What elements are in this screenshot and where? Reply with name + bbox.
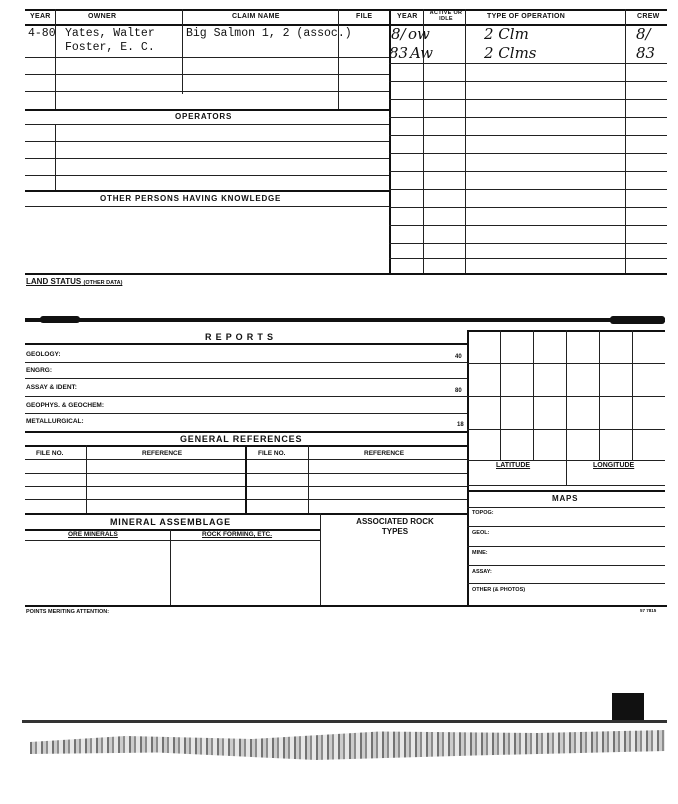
op-year-2: 83 — [389, 44, 409, 62]
divider — [338, 24, 339, 109]
row-line — [25, 175, 389, 176]
divider — [338, 9, 339, 24]
op-type-1: 2 Clm — [484, 25, 529, 43]
divider — [320, 513, 321, 606]
grid-line — [467, 429, 665, 430]
row-line — [389, 153, 667, 154]
divider — [55, 124, 56, 190]
row-line — [25, 362, 467, 363]
row-line — [467, 485, 665, 486]
scan-artifact-noise — [30, 730, 665, 760]
form-number: 57 7815 — [640, 608, 657, 613]
row-line — [25, 206, 389, 207]
op-crew-2: 83 — [636, 44, 656, 62]
header-owner: OWNER — [88, 13, 117, 20]
latitude-label: LATITUDE — [496, 462, 531, 469]
grid-line — [566, 330, 567, 460]
other-persons-title: OTHER PERSONS HAVING KNOWLEDGE — [100, 194, 282, 203]
report-metallurgical: METALLURGICAL: — [26, 418, 84, 425]
maps-assay: ASSAY: — [472, 569, 492, 575]
section-divider — [25, 318, 665, 322]
row-line — [467, 507, 665, 508]
row-line — [25, 57, 389, 58]
row-line — [25, 141, 389, 142]
grid-line — [467, 396, 665, 397]
top-section-bottom — [25, 273, 667, 275]
row-line — [25, 109, 389, 111]
row-line — [25, 431, 467, 433]
owner-name-2: Foster, E. C. — [65, 41, 155, 54]
grid-line — [632, 330, 633, 460]
owner-year-1: 4-80 — [28, 27, 56, 40]
maps-other: OTHER (& PHOTOS) — [472, 587, 526, 593]
divider — [55, 24, 56, 109]
row-line — [25, 396, 467, 397]
associated-rock-types-title: ASSOCIATED ROCK TYPES — [356, 517, 434, 536]
maps-title: MAPS — [552, 494, 579, 503]
ref-file-no-2: FILE NO. — [258, 450, 286, 457]
land-status-sub: (OTHER DATA) — [83, 280, 123, 286]
header-year: YEAR — [30, 13, 51, 20]
row-line — [389, 81, 667, 82]
divider — [86, 445, 87, 513]
row-line — [467, 565, 665, 566]
header-bottom-border — [25, 24, 667, 26]
ref-reference-2: REFERENCE — [364, 450, 405, 457]
row-line — [467, 583, 665, 584]
grid-line — [599, 330, 600, 460]
general-references-title: GENERAL REFERENCES — [180, 434, 303, 444]
divider — [245, 445, 247, 513]
report-num-metallurgical: 18 — [457, 422, 464, 428]
divider — [182, 24, 183, 94]
ink-smudge — [610, 316, 665, 324]
divider — [566, 460, 567, 485]
divider — [308, 445, 309, 513]
row-line — [389, 243, 667, 244]
row-line — [389, 63, 667, 64]
row-line — [25, 91, 389, 92]
divider — [55, 9, 56, 24]
ink-smudge — [40, 316, 80, 323]
grid-line — [533, 330, 534, 460]
row-line — [25, 513, 467, 515]
claim-name-1: Big Salmon 1, 2 (assoc.) — [186, 27, 352, 40]
divider — [625, 9, 626, 273]
op-crew-1: 8/ — [636, 25, 651, 43]
row-line — [25, 413, 467, 414]
row-line — [25, 190, 389, 192]
reports-title: R E P O R T S — [205, 332, 274, 342]
header-claim-name: CLAIM NAME — [232, 13, 280, 20]
row-line — [25, 343, 467, 345]
mineral-assemblage-title: MINERAL ASSEMBLAGE — [110, 517, 231, 527]
operators-title: OPERATORS — [175, 112, 233, 121]
row-line — [389, 258, 667, 259]
report-geophys: GEOPHYS. & GEOCHEM: — [26, 402, 105, 409]
row-line — [389, 117, 667, 118]
maps-mine: MINE: — [472, 550, 488, 556]
row-line — [389, 99, 667, 100]
report-engrg: ENGRG: — [26, 367, 52, 374]
op-year-1: 8/ — [391, 25, 406, 43]
maps-topog: TOPOG: — [472, 510, 494, 516]
land-status-label: LAND STATUS — [26, 277, 82, 286]
report-num-geology: 40 — [455, 354, 462, 360]
op-type-2: 2 Clms — [484, 44, 537, 62]
header-file: FILE — [356, 13, 373, 20]
owner-name-1: Yates, Walter — [65, 27, 155, 40]
land-status-title — [26, 277, 122, 286]
row-line — [389, 207, 667, 208]
header-active-or-idle: ACTIVE OR IDLE — [429, 10, 463, 22]
divider — [170, 529, 171, 606]
scan-artifact-block — [612, 693, 644, 723]
divider — [182, 9, 183, 24]
maps-geol: GEOL: — [472, 530, 490, 536]
longitude-label: LONGITUDE — [593, 462, 635, 469]
header-year-2: YEAR — [397, 13, 418, 20]
divider — [465, 9, 466, 273]
top-border — [25, 9, 667, 11]
row-line — [25, 378, 467, 379]
row-line — [25, 74, 389, 75]
row-line — [389, 189, 667, 190]
ore-minerals-header: ORE MINERALS — [68, 531, 118, 538]
rock-forming-header: ROCK FORMING, ETC. — [202, 531, 273, 538]
row-line — [25, 158, 389, 159]
ref-file-no-1: FILE NO. — [36, 450, 64, 457]
report-num-assay: 80 — [455, 388, 462, 394]
op-status-2: Aw — [410, 44, 433, 62]
row-line — [389, 135, 667, 136]
row-line — [467, 490, 665, 492]
row-line — [389, 171, 667, 172]
row-line — [25, 124, 389, 125]
header-crew: CREW — [637, 13, 660, 20]
op-status-1: ow — [408, 25, 430, 43]
row-line — [25, 540, 320, 541]
points-meriting-attention: POINTS MERITING ATTENTION: — [26, 609, 110, 615]
lower-bottom-border — [25, 605, 667, 607]
grid-line — [500, 330, 501, 460]
grid-line — [467, 363, 665, 364]
header-type-of-operation: TYPE OF OPERATION — [487, 13, 566, 20]
row-line — [389, 225, 667, 226]
report-geology: GEOLOGY: — [26, 351, 61, 358]
row-line — [467, 546, 665, 547]
scan-artifact-line — [22, 720, 667, 723]
report-assay: ASSAY & IDENT: — [26, 384, 77, 391]
row-line — [467, 526, 665, 527]
ref-reference-1: REFERENCE — [142, 450, 183, 457]
